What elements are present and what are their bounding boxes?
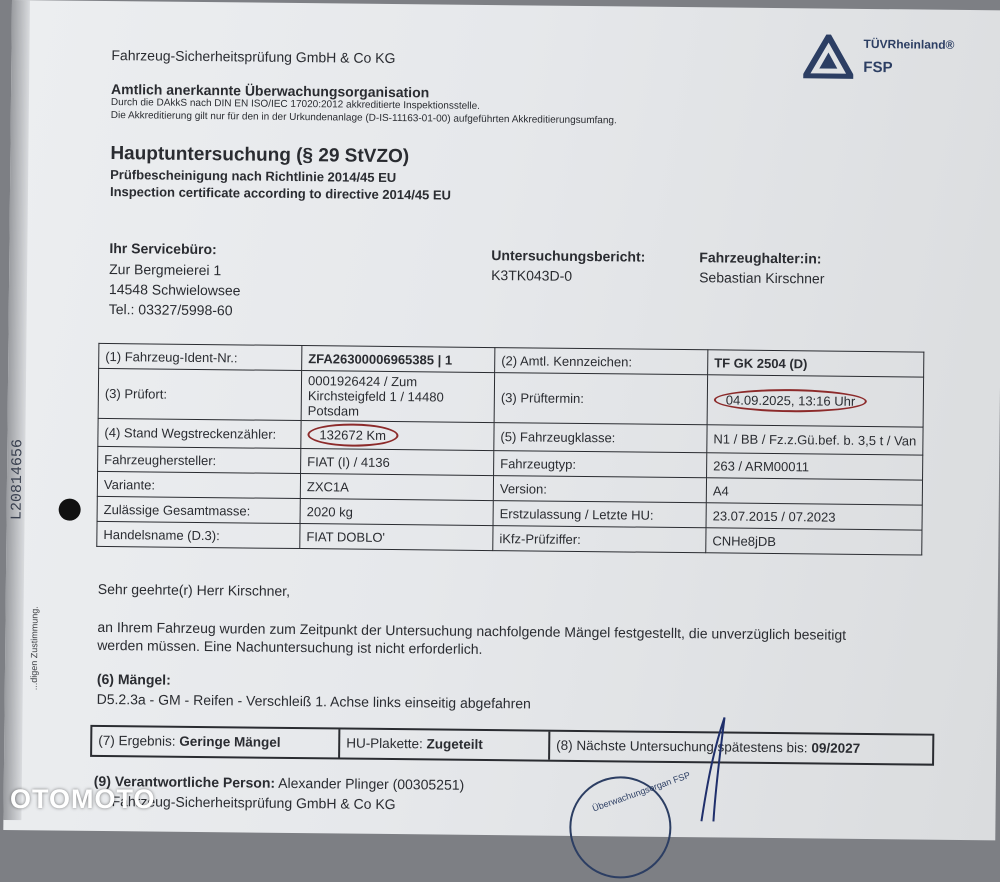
registration-label: Erstzulassung / Letzte HU:	[493, 501, 706, 528]
logo-brand: TÜVRheinland®	[863, 36, 955, 52]
tradename-label: Handelsname (D.3):	[97, 521, 300, 548]
type-value: 263 / ARM00011	[707, 453, 923, 480]
service-city: 14548 Schwielowsee	[108, 281, 241, 299]
organisation-title: Amtlich anerkannte Überwachungsorganisation	[110, 81, 430, 101]
report-label: Untersuchungsbericht:	[491, 247, 646, 265]
certificate-page	[3, 0, 1000, 840]
result-cell	[98, 733, 280, 750]
holder-label: Fahrzeughalter:in:	[699, 249, 822, 267]
date-label: (3) Prüftermin:	[494, 373, 708, 425]
next-inspection-value: 09/2027	[811, 740, 861, 756]
vehicle-data-table	[96, 343, 924, 556]
odometer-cell	[301, 421, 494, 451]
logo-sub: FSP	[863, 58, 893, 77]
version-value: A4	[706, 478, 922, 505]
next-inspection-label: (8) Nächste Untersuchung spätestens bis:	[556, 737, 808, 756]
manufacturer-value: FIAT (I) / 4136	[301, 449, 494, 476]
table-row	[98, 368, 923, 427]
responsible-name: Alexander Plinger (00305251)	[278, 774, 465, 793]
defect-item: D5.2.3a - GM - Reifen - Verschleiß 1. Achse links einseitig abgefahren	[96, 690, 531, 712]
result-divider	[338, 729, 340, 757]
report-number: K3TK043D-0	[491, 267, 573, 284]
variant-value: ZXC1A	[300, 474, 493, 501]
defects-label: (6) Mängel:	[96, 670, 171, 688]
letter-line-1: an Ihrem Fahrzeug wurden zum Zeitpunkt der Untersuchung nachfolgende Mängel festgestellt, die unverzüglich beseitigt	[97, 618, 847, 643]
responsible-label: (9) Verantwortliche Person:	[93, 772, 276, 791]
plakette-label: HU-Plakette:	[346, 735, 423, 752]
class-value: N1 / BB / Fz.z.Gü.bef. b. 3,5 t / Van	[707, 425, 923, 455]
type-label: Fahrzeugtyp:	[494, 451, 707, 478]
company-name: Fahrzeug-Sicherheitsprüfung GmbH & Co KG	[111, 47, 396, 67]
punch-hole	[59, 499, 81, 521]
accreditation-line-1: Durch die DAkkS nach DIN EN ISO/IEC 17020:2012 akkreditierte Inspektionsstelle.	[110, 97, 481, 112]
result-value: Geringe Mängel	[179, 733, 281, 750]
vin-label: (1) Fahrzeug-Ident-Nr.:	[99, 343, 302, 370]
service-street: Zur Bergmeierei 1	[109, 261, 222, 279]
page-title: Hauptuntersuchung (§ 29 StVZO)	[110, 143, 410, 168]
date-cell	[707, 375, 924, 427]
checkdigit-value: CNHe8jDB	[706, 528, 922, 555]
holder-name: Sebastian Kirschner	[699, 269, 825, 287]
letter-greeting: Sehr geehrte(r) Herr Kirschner,	[97, 580, 291, 599]
version-label: Version:	[493, 476, 706, 503]
letter-line-2: werden müssen. Eine Nachuntersuchung ist nicht erforderlich.	[97, 636, 483, 657]
plakette-cell	[346, 736, 483, 752]
manufacturer-label: Fahrzeughersteller:	[98, 446, 301, 473]
odometer-value: 132672 Km	[307, 423, 398, 447]
plate-value: TF GK 2504 (D)	[708, 350, 924, 377]
service-phone: Tel.: 03327/5998-60	[108, 301, 233, 319]
service-label: Ihr Servicebüro:	[109, 240, 217, 258]
accreditation-line-2: Die Akkreditierung gilt nur für den in der Urkundenanlage (D-IS-11163-01-00) aufgeführten Akkreditierungsumfang.	[110, 110, 617, 127]
stamp-text: Überwachungsorgan FSP	[591, 769, 692, 814]
location-value: 0001926424 / Zum Kirchsteigfeld 1 / 14480 Potsdam	[301, 371, 495, 423]
subtitle-de: Prüfbescheinigung nach Richtlinie 2014/45 EU	[110, 167, 397, 186]
responsible-company: Fahrzeug-Sicherheitsprüfung GmbH & Co KG	[111, 793, 396, 813]
date-value: 04.09.2025, 13:16 Uhr	[714, 388, 868, 413]
class-label: (5) Fahrzeugklasse:	[494, 423, 707, 453]
result-divider	[548, 732, 550, 760]
mass-value: 2020 kg	[300, 499, 493, 526]
checkdigit-label: iKfz-Prüfziffer:	[493, 526, 706, 553]
plakette-value: Zugeteilt	[426, 736, 483, 752]
result-box	[90, 725, 934, 766]
variant-label: Variante:	[97, 471, 300, 498]
margin-note: ...digen Zustimmung.	[28, 606, 40, 691]
registration-value: 23.07.2015 / 07.2023	[706, 503, 922, 530]
vin-value: ZFA26300006965385 | 1	[302, 346, 495, 373]
result-label: (7) Ergebnis:	[98, 732, 176, 749]
serial-number: L20814656	[8, 438, 27, 521]
tuv-triangle-icon	[803, 34, 853, 79]
watermark-logo: OTOMOTO	[10, 784, 156, 814]
mass-label: Zulässige Gesamtmasse:	[97, 496, 300, 523]
plate-label: (2) Amtl. Kennzeichen:	[495, 348, 708, 375]
location-label: (3) Prüfort:	[98, 368, 302, 420]
tradename-value: FIAT DOBLO'	[300, 524, 493, 551]
page-edge	[3, 0, 30, 820]
signature-icon	[693, 713, 734, 823]
subtitle-en: Inspection certificate according to directive 2014/45 EU	[109, 184, 452, 203]
odometer-label: (4) Stand Wegstreckenzähler:	[98, 418, 301, 448]
